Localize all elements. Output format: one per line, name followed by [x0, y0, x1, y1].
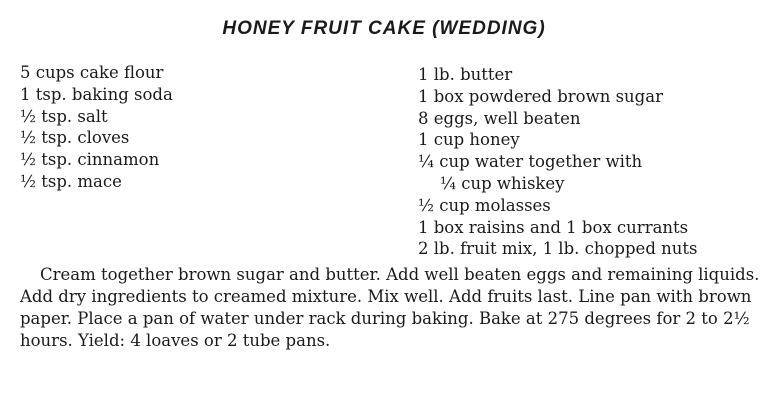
ingredient: 1 tsp. baking soda — [20, 84, 173, 104]
ingredient: ½ tsp. cinnamon — [20, 150, 160, 170]
ingredient: 2 lb. fruit mix, 1 lb. chopped nuts — [418, 239, 698, 259]
ingredient: 1 cup honey — [418, 130, 520, 150]
recipe-title: HONEY FRUIT CAKE (WEDDING) — [222, 18, 546, 39]
ingredient: ½ cup molasses — [418, 195, 551, 215]
ingredient: ½ tsp. cloves — [20, 128, 130, 148]
ingredient: ½ tsp. mace — [20, 171, 122, 191]
ingredient: 1 box raisins and 1 box currants — [418, 217, 689, 237]
directions: Cream together brown sugar and butter. Add well beaten eggs and remaining liquids. Add dry ingredients to creamed mixture. Mix well. Add fruits last. Line pan with brown paper. Place a pan of water under rack during baking. Bake at 275 degrees for 2 to 2½ hours. Yield: 4 loaves or 2 tube pans. — [20, 265, 760, 350]
ingredient: 5 cups cake flour — [20, 63, 164, 82]
ingredient: ¼ cup water together with — [418, 152, 643, 172]
ingredient: 1 box powdered brown sugar — [418, 86, 663, 106]
dry-ingredients-list — [20, 62, 173, 193]
ingredient: ¼ cup whiskey — [440, 173, 565, 193]
ingredient: 1 lb. butter — [418, 65, 513, 84]
ingredient: ½ tsp. salt — [20, 106, 108, 126]
ingredient: 8 eggs, well beaten — [418, 108, 581, 128]
wet-ingredients-list — [418, 64, 698, 260]
